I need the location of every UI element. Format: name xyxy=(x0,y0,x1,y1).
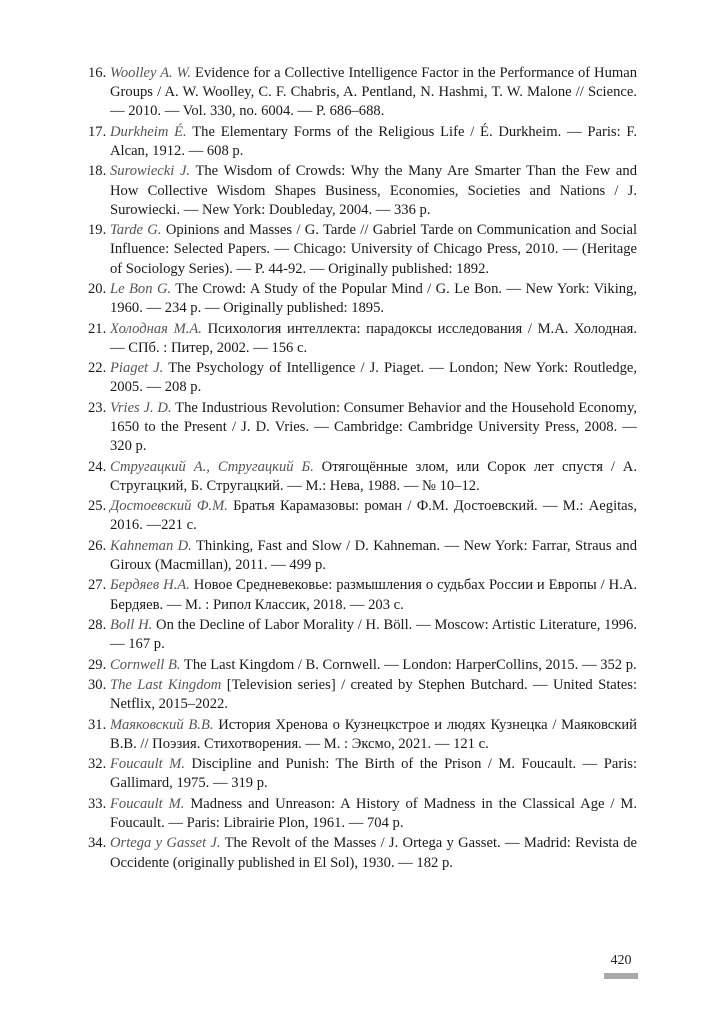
reference-item xyxy=(88,497,637,535)
page-number: 420 xyxy=(610,953,632,968)
reference-number: 19. xyxy=(88,222,107,239)
reference-number: 27. xyxy=(88,577,107,594)
reference-item xyxy=(88,64,637,122)
reference-text: Братья Карамазовы: роман / Ф.М. Достоевский. — М.: Aegitas, 2016. —221 с. xyxy=(110,498,637,534)
reference-text: Madness and Unreason: A History of Madness in the Classical Age / M. Foucault. — Paris: Librairie Plon, 1961. — 704 p. xyxy=(110,795,637,831)
reference-list xyxy=(88,64,637,874)
reference-author: Woolley A. W. xyxy=(110,65,192,81)
reference-number: 29. xyxy=(88,656,107,673)
reference-text: Отягощённые злом, или Сорок лет спустя / А. Стругацкий, Б. Стругацкий. — М.: Нева, 1988. — № 10–12. xyxy=(110,458,637,494)
reference-text: The Industrious Revolution: Consumer Behavior and the Household Economy, 1650 to the Present / J. D. Vries. — Cambridge: Cambridge University Press, 2008. — 320 p. xyxy=(110,399,637,455)
reference-item xyxy=(88,616,637,654)
reference-item xyxy=(88,834,637,872)
reference-number: 32. xyxy=(88,756,107,773)
reference-number: 24. xyxy=(88,458,107,475)
reference-author: Kahneman D. xyxy=(110,537,192,554)
reference-author: Холодная М.А. xyxy=(110,320,202,337)
reference-author: Surowiecki J. xyxy=(110,163,191,180)
reference-number: 18. xyxy=(88,163,107,180)
reference-author: Ortega y Gasset J. xyxy=(110,835,221,852)
reference-item xyxy=(88,656,637,675)
reference-item xyxy=(88,221,637,279)
reference-item xyxy=(88,399,637,457)
reference-item xyxy=(88,576,637,614)
reference-item xyxy=(88,676,637,714)
reference-text: История Хренова о Кузнецкстрое и людях Кузнецка / Маяковский В.В. // Поэзия. Стихотворения. — М. : Эксмо, 2021. — 121 с. xyxy=(110,716,637,752)
reference-text: The Wisdom of Crowds: Why the Many Are Smarter Than the Few and How Collective Wisdom Shapes Business, Economies, Societies and Nations / J. Surowiecki. — New York: Doubleday, 2004. — 336 p. xyxy=(110,163,637,218)
reference-author: Маяковский В.В. xyxy=(110,716,214,733)
reference-author: Vries J. D. xyxy=(110,399,172,416)
reference-number: 26. xyxy=(88,537,107,554)
reference-text: Evidence for a Collective Intelligence Factor in the Performance of Human Groups / A. W. Woolley, C. F. Chabris, A. Pentland, N. Hashmi, T. W. Malone // Science. — 2010. — Vol. 330, no. 6004. — P. 686–688. xyxy=(110,65,637,120)
reference-text: The Elementary Forms of the Religious Life / É. Durkheim. — Paris: F. Alcan, 1912. — 608 p. xyxy=(110,123,638,159)
reference-item xyxy=(88,280,637,318)
reference-item xyxy=(88,359,637,397)
reference-number: 28. xyxy=(88,616,107,633)
reference-number: 21. xyxy=(88,320,107,337)
reference-text: Новое Средневековье: размышления о судьбах России и Европы / Н.А. Бердяев. — М. : Рипол Классик, 2018. — 203 с. xyxy=(110,577,637,613)
reference-text: On the Decline of Labor Morality / H. Böll. — Moscow: Artistic Literature, 1996. — 167 p. xyxy=(110,616,637,653)
reference-text: The Psychology of Intelligence / J. Piaget. — London; New York: Routledge, 2005. — 208 p. xyxy=(110,360,638,396)
reference-item xyxy=(88,162,637,220)
reference-number: 16. xyxy=(88,65,107,81)
reference-author: Бердяев Н.А. xyxy=(110,577,190,594)
reference-item xyxy=(88,123,637,161)
reference-number: 25. xyxy=(88,498,107,515)
reference-author: Cornwell B. xyxy=(110,656,181,673)
reference-text: The Crowd: A Study of the Popular Mind / G. Le Bon. — New York: Viking, 1960. — 234 p. — Originally published: 1895. xyxy=(110,280,637,317)
reference-number: 22. xyxy=(88,360,107,377)
reference-text: Психология интеллекта: парадоксы исследования / М.А. Холодная. — СПб. : Питер, 2002. — 156 с. xyxy=(110,320,637,356)
reference-author: Foucault M. xyxy=(110,795,185,812)
reference-text: The Revolt of the Masses / J. Ortega y Gasset. — Madrid: Revista de Occidente (originally published in El Sol), 1930. — 182 p. xyxy=(110,835,637,871)
reference-item xyxy=(88,320,637,358)
reference-text: [Television series] / created by Stephen Butchard. — United States: Netflix, 2015–2022. xyxy=(110,676,638,713)
reference-item xyxy=(88,537,637,575)
reference-number: 20. xyxy=(88,280,107,297)
reference-author: The Last Kingdom xyxy=(110,676,222,693)
reference-author: Достоевский Ф.М. xyxy=(110,498,228,515)
reference-number: 30. xyxy=(88,676,107,693)
reference-text: Discipline and Punish: The Birth of the Prison / M. Foucault. — Paris: Gallimard, 1975. — 319 p. xyxy=(110,756,637,792)
reference-text: The Last Kingdom / B. Cornwell. — London: HarperCollins, 2015. — 352 p. xyxy=(180,656,637,673)
reference-number: 17. xyxy=(88,123,107,140)
reference-author: Piaget J. xyxy=(110,360,164,377)
reference-text: Opinions and Masses / G. Tarde // Gabriel Tarde on Communication and Social Influence: Selected Papers. — Chicago: University of Chicago Press, 2010. — (Heritage of Sociology Series). — P. 44-92. — Originally published: 1892. xyxy=(110,222,637,277)
reference-item xyxy=(88,458,637,496)
reference-author: Tarde G. xyxy=(110,222,162,239)
reference-item xyxy=(88,755,637,793)
reference-item xyxy=(88,716,637,754)
reference-item xyxy=(88,795,637,833)
reference-number: 33. xyxy=(88,795,107,812)
reference-text: Thinking, Fast and Slow / D. Kahneman. — New York: Farrar, Straus and Giroux (Macmillan), 2011. — 499 p. xyxy=(110,537,638,573)
reference-number: 23. xyxy=(88,399,107,416)
reference-author: Стругацкий А., Стругацкий Б. xyxy=(110,458,314,475)
reference-author: Le Bon G. xyxy=(110,280,172,297)
reference-author: Foucault M. xyxy=(110,756,185,773)
reference-author: Boll H. xyxy=(110,616,153,633)
reference-author: Durkheim É. xyxy=(110,123,187,140)
reference-number: 31. xyxy=(88,716,107,733)
page-number-bar xyxy=(604,973,638,979)
reference-number: 34. xyxy=(88,835,107,852)
